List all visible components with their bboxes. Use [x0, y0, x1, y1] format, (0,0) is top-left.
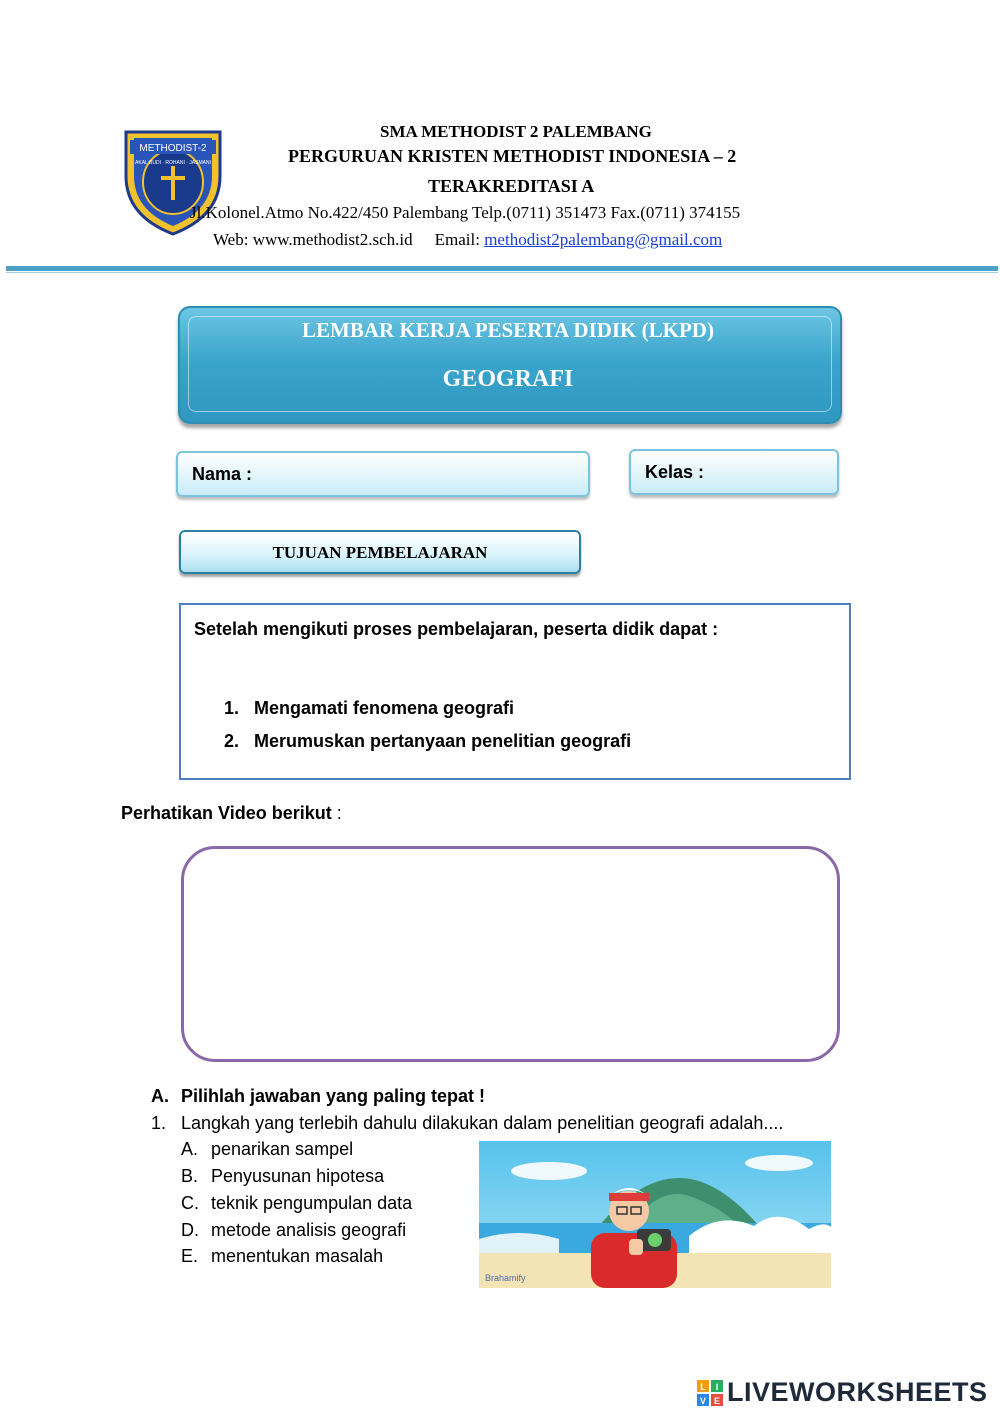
school-name: SMA METHODIST 2 PALEMBANG [380, 122, 652, 141]
option-letter: B. [181, 1166, 199, 1186]
class-field[interactable] [629, 449, 839, 495]
option-c[interactable] [181, 1193, 412, 1214]
subject-title: GEOGRAFI [442, 366, 574, 392]
email-label: Email: [434, 230, 480, 249]
contact-line [213, 230, 722, 250]
name-label: Nama : [192, 464, 253, 484]
svg-text:E: E [713, 1395, 721, 1406]
video-instruction-text: Perhatikan Video berikut [121, 803, 332, 823]
option-a[interactable] [181, 1139, 353, 1160]
foundation-name: PERGURUAN KRISTEN METHODIST INDONESIA – 2 [288, 146, 737, 166]
section-a-heading [151, 1086, 485, 1107]
svg-text:I: I [715, 1381, 719, 1392]
class-label: Kelas : [645, 462, 705, 482]
logo-text: METHODIST-2 [139, 143, 207, 154]
geography-illustration [479, 1141, 831, 1288]
liveworksheets-logo-icon [697, 1380, 723, 1406]
accreditation: TERAKREDITASI A [428, 176, 595, 196]
name-field[interactable] [176, 451, 590, 497]
svg-text:L: L [700, 1381, 706, 1392]
option-text: metode analisis geografi [211, 1220, 407, 1240]
option-d[interactable] [181, 1220, 406, 1241]
website: Web: www.methodist2.sch.id [213, 230, 413, 249]
svg-text:V: V [699, 1395, 707, 1406]
option-letter: E. [181, 1246, 199, 1266]
school-address: Jl.Kolonel.Atmo No.422/450 Palembang Telp.(0711) 351473 Fax.(0711) 374155 [190, 203, 741, 222]
option-e[interactable] [181, 1246, 383, 1267]
email-link[interactable]: methodist2palembang@gmail.com [484, 230, 723, 249]
objective-number: 2. [224, 731, 240, 751]
header-divider-shadow [6, 272, 998, 273]
objective-text: Merumuskan pertanyaan penelitian geografi [254, 731, 632, 751]
option-b[interactable] [181, 1166, 384, 1187]
video-player[interactable] [181, 846, 840, 1062]
option-text: penarikan sampel [211, 1139, 354, 1159]
objective-number: 1. [224, 698, 240, 718]
option-letter: C. [181, 1193, 199, 1213]
logo-ring-text: AKAL BUDI · ROHANI · JASMANI [135, 160, 211, 166]
objective-item [224, 698, 514, 719]
question-1 [151, 1113, 783, 1134]
header-divider [6, 266, 998, 271]
illustration-watermark: Brahamify [485, 1273, 526, 1283]
brand-text: LIVEWORKSHEETS [727, 1377, 988, 1407]
section-title: Pilihlah jawaban yang paling tepat ! [181, 1086, 486, 1106]
option-letter: A. [181, 1139, 199, 1159]
question-number: 1. [151, 1113, 167, 1133]
question-text: Langkah yang terlebih dahulu dilakukan dalam penelitian geografi adalah.... [181, 1113, 784, 1133]
option-text: Penyusunan hipotesa [211, 1166, 385, 1186]
video-instruction [121, 803, 342, 824]
option-letter: D. [181, 1220, 199, 1240]
section-letter: A. [151, 1086, 169, 1106]
objectives-heading [179, 530, 581, 574]
video-instruction-colon: : [336, 803, 342, 823]
objective-text: Mengamati fenomena geografi [254, 698, 515, 718]
objectives-intro: Setelah mengikuti proses pembelajaran, peserta didik dapat : [194, 619, 719, 639]
option-text: menentukan masalah [211, 1246, 384, 1266]
objective-item [224, 731, 631, 752]
objectives-heading-text: TUJUAN PEMBELAJARAN [272, 543, 488, 562]
liveworksheets-brand[interactable] [697, 1377, 988, 1409]
worksheet-title: LEMBAR KERJA PESERTA DIDIK (LKPD) [302, 318, 714, 342]
option-text: teknik pengumpulan data [211, 1193, 413, 1213]
